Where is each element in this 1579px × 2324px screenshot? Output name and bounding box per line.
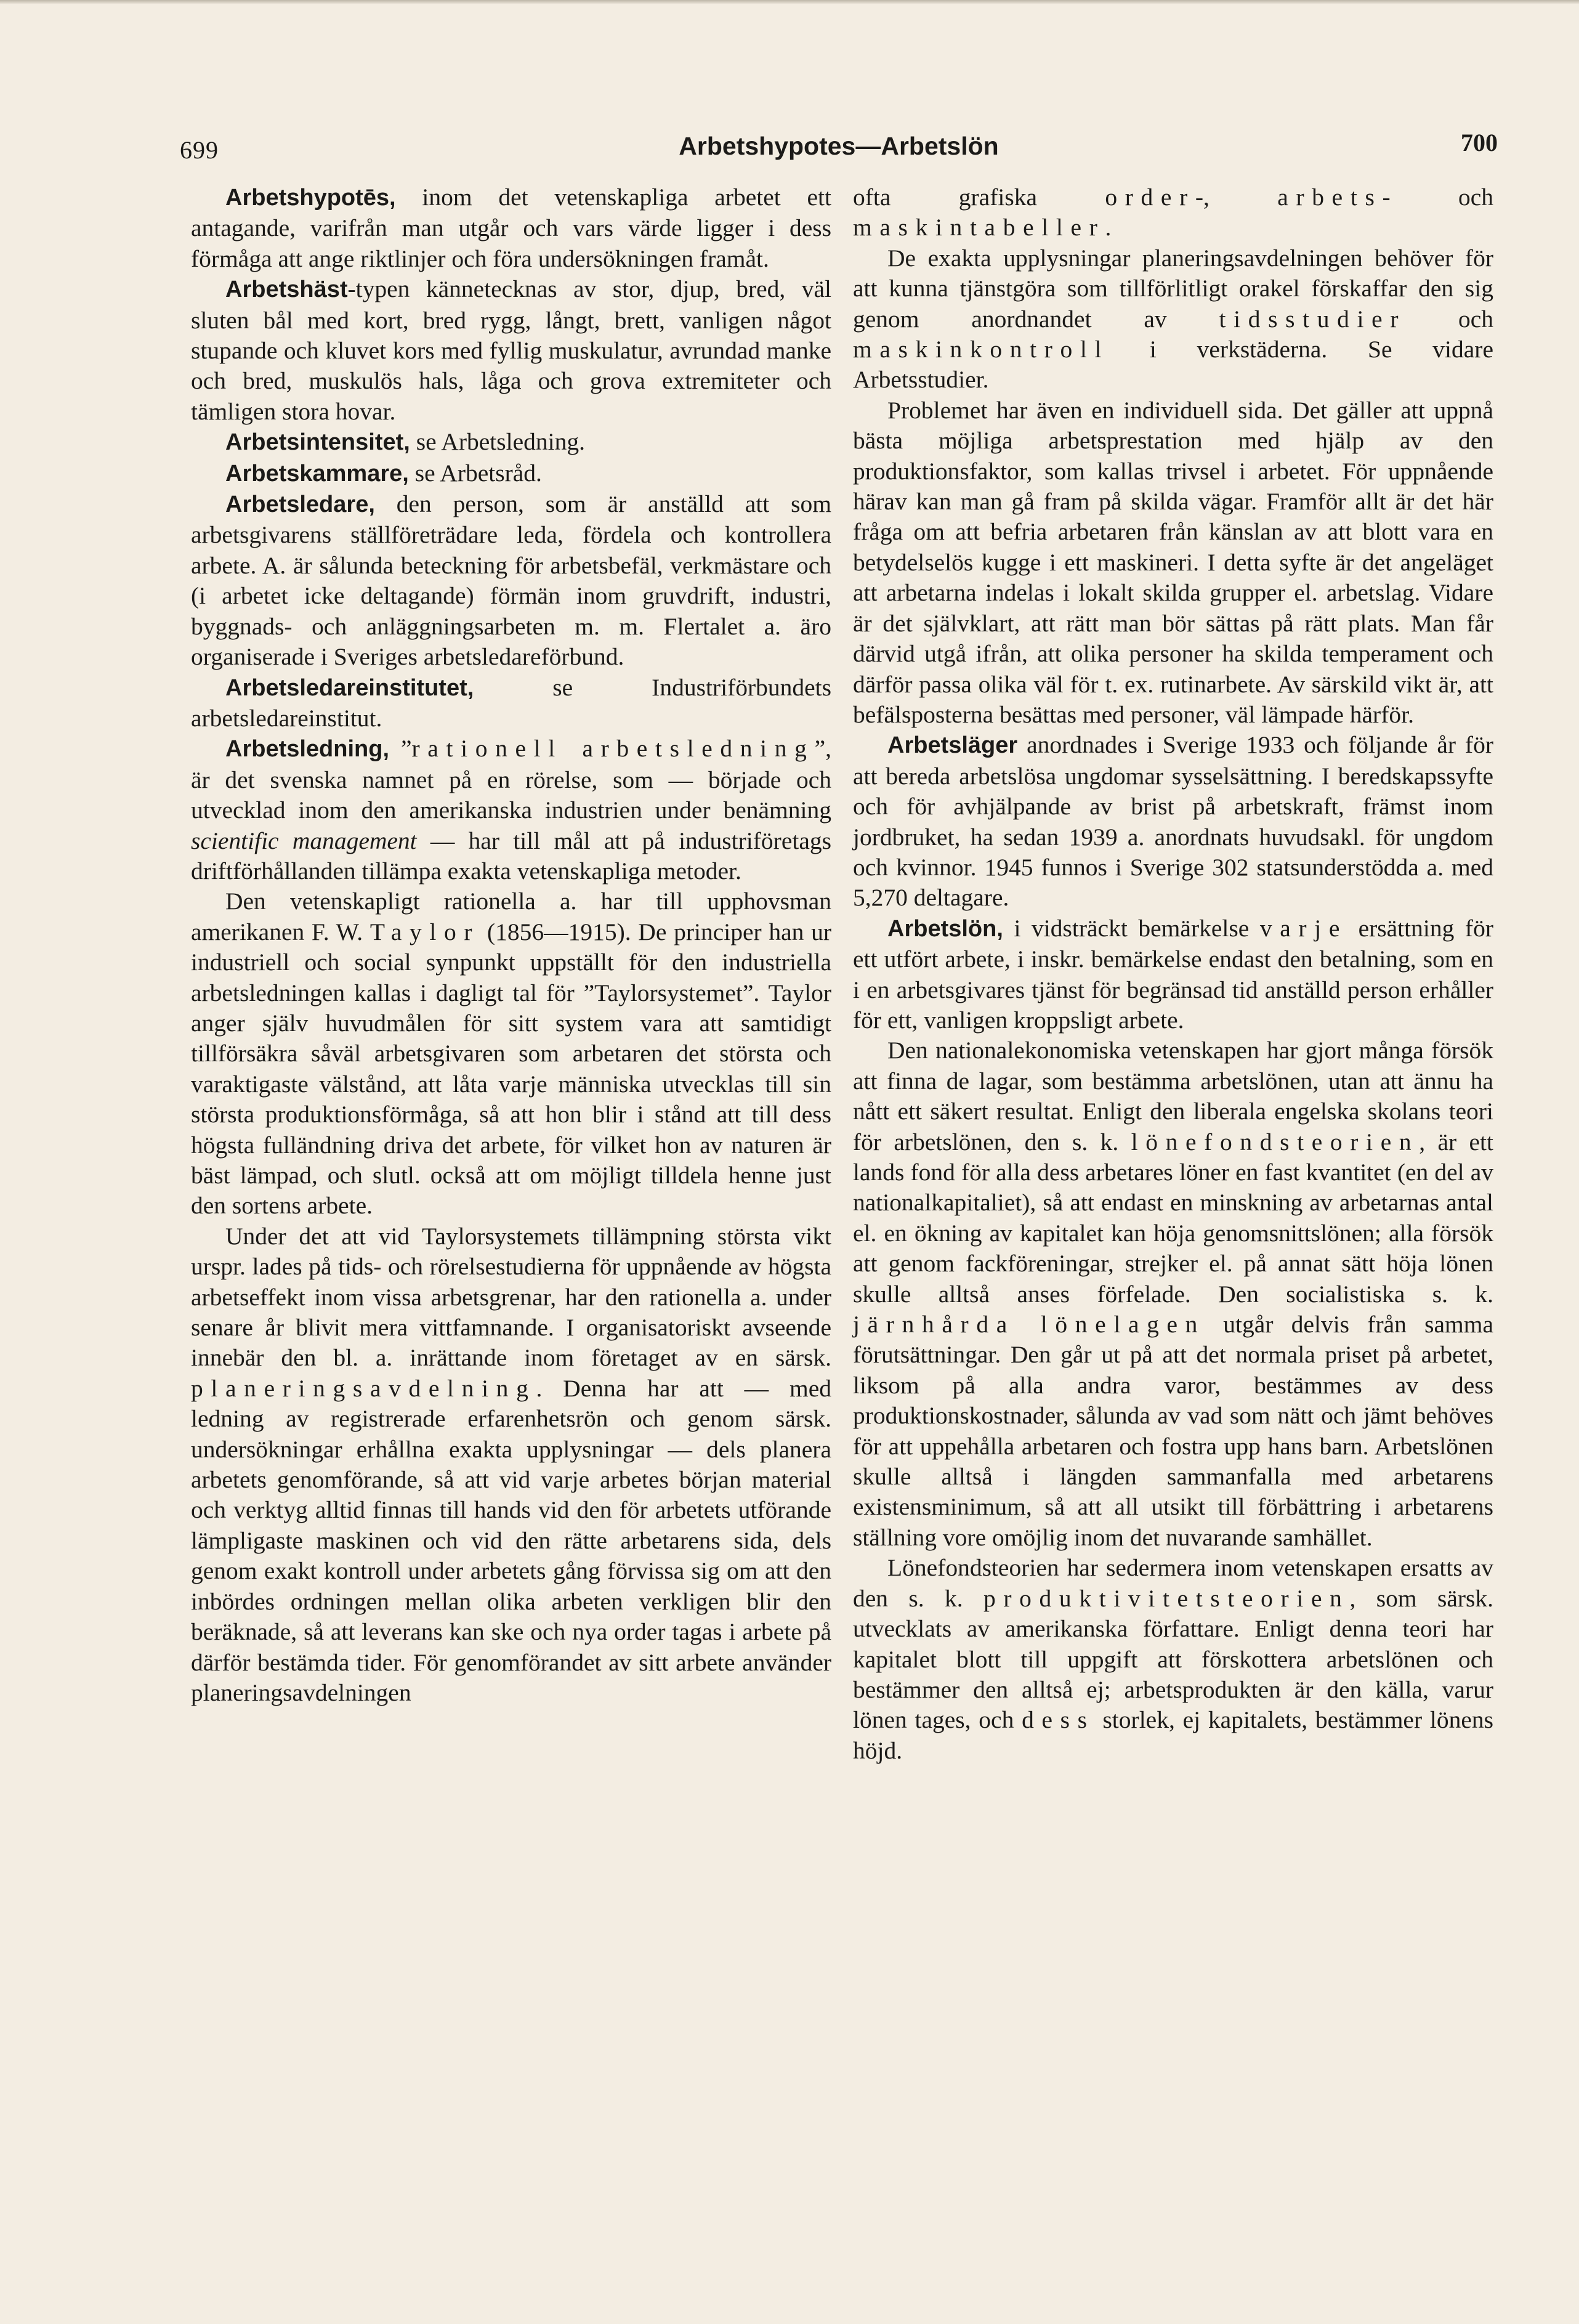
entry-arbetsintensitet bbox=[191, 427, 831, 458]
entry-text: -, bbox=[1195, 184, 1278, 211]
spaced-term: order bbox=[1105, 184, 1195, 211]
spaced-term: produktivitetsteorien bbox=[983, 1584, 1350, 1612]
entry-text: , är ett lands fond för alla dess arbetares löner en fast kvantitet (en del av nationalkapitaliet), så att endast en minskning av arbetarnas antal el. en ökning av kapitalet kan höja genomsnittslönen; alla försök att genom fackföreningar, strejker el. på annat sätt höja lönen skulle alltså anses förfelade. Den socialistiska s. k. bbox=[853, 1128, 1493, 1308]
spaced-term: rationell arbetsledning bbox=[411, 735, 815, 763]
entry-text: och bbox=[1406, 305, 1493, 333]
entry-text: storlek, ej kapitalets, bestämmer lönens höjd. bbox=[853, 1706, 1493, 1764]
spaced-term: dess bbox=[1022, 1706, 1095, 1734]
page-header bbox=[180, 128, 1498, 171]
right-column bbox=[853, 182, 1493, 1766]
entry-text: Problemet har även en individuell sida. Det gäller att uppnå bästa möjliga arbetsprestation med hjälp av den produktionsfaktor, som kallas trivsel i arbetet. För uppnående härav kan man gå fram på skilda vägar. Framför allt är det här fråga om att befria arbetaren från känslan av att blott vara en betydelselös kugge i ett maskineri. I detta syfte är det angeläget att arbetarna indelas i lokalt skilda grupper el. arbetslag. Vidare är det självklart, att rätt man bör sättas på rätt plats. Man får därvid utgå ifrån, att olika personer ha skilda temperament och därför passa olika väl för t. ex. rutinarbete. Av särskild vikt är, att befälsposterna besättas med personer, väl lämpade härför. bbox=[853, 396, 1493, 728]
headword: Arbetsläger bbox=[887, 732, 1018, 759]
paragraph-produktivitetsteori bbox=[853, 1553, 1493, 1766]
entry-text: Den nationalekonomiska vetenskapen har gjort många försök att finna de lagar, som bestämma arbetslönen, utan att ännu ha nått ett säkert resultat. Enligt den liberala engelska skolans teori för arbetslönen, den s. k. bbox=[853, 1037, 1493, 1156]
spaced-term: arbets bbox=[1277, 184, 1383, 211]
spaced-term: maskintabeller bbox=[853, 214, 1105, 241]
entry-text: i verkstäderna. Se vidare Arbetsstudier. bbox=[853, 336, 1493, 394]
entry-text: ofta grafiska bbox=[853, 184, 1105, 211]
entry-arbetsledning bbox=[191, 734, 831, 886]
entry-arbetskammare bbox=[191, 458, 831, 489]
spaced-term: tidsstudier bbox=[1219, 305, 1407, 333]
entry-text: anordnades i Sverige 1933 och följande år för att bereda arbetslösa ungdomar sysselsättning. I beredskapssyfte och för avhjälpande av brist på arbetskraft, främst inom jordbruket, ha sedan 1939 a. anordnats huvudsakl. för ungdom och kvinnor. 1945 funnos i Sverige 302 statsunderstödda a. med 5,270 deltagare. bbox=[853, 731, 1493, 912]
italic-term: scientific management bbox=[191, 827, 417, 854]
left-column bbox=[191, 182, 831, 1708]
entry-arbetshypotes bbox=[191, 182, 831, 274]
page-number-left: 699 bbox=[180, 136, 219, 164]
entry-text: den person, som är anställd att som arbetsgivarens ställföreträdare leda, fördela och kontrollera arbete. A. är sålunda beteckning för arbetsbefäl, verkmästare och (i arbetet icke deltagande) förmän inom gruvdrift, industri, byggnads- och anläggningsarbeten m. m. Flertalet a. äro organiserade i Sveriges arbetsledareförbund. bbox=[191, 490, 831, 671]
entry-arbetslon bbox=[853, 913, 1493, 1036]
headword: Arbetshäst bbox=[225, 277, 348, 303]
entry-text: . bbox=[1105, 214, 1112, 241]
entry-arbetshast bbox=[191, 274, 831, 427]
entry-text: ersättning för ett utfört arbete, i inskr. bemärkelse endast den betalning, som en i en arbetsgivares tjänst för begränsad tid anställd person erhåller för ett, vanligen kroppsligt arbete. bbox=[853, 914, 1493, 1034]
headword: Arbetskammare, bbox=[225, 460, 409, 487]
headword: Arbetsintensitet, bbox=[225, 429, 410, 456]
entry-text: ” bbox=[389, 735, 412, 763]
spaced-term: Taylor bbox=[370, 918, 480, 945]
entry-text: se Arbetsråd. bbox=[408, 459, 542, 487]
headword: Arbetsledareinstitutet, bbox=[225, 674, 474, 701]
entry-text: utgår delvis från samma förutsättningar. Den går ut på att det normala priset på arbetet, liksom på alla andra varor, bestämmes av dess produktionskostnader, sålunda av vad som nätt och jämt behöves för att uppehålla arbetaren och fostra upp hans barn. Arbetslönen skulle alltså i längden sammanfalla med arbetarens existensminimum, så att all utsikt till förbättring i arbetarens ställning vore omöjlig inom det nuvarande samhället. bbox=[853, 1311, 1493, 1551]
spaced-term: varje bbox=[1259, 914, 1347, 942]
page-number-right: 700 bbox=[1461, 129, 1498, 156]
entry-text: De exakta upplysningar planeringsavdelningen behöver för att kunna tjänstgöra som tillförlitligt orakel förskaffar den sig genom anordnandet av bbox=[853, 244, 1493, 333]
entry-text: ”, är det svenska namnet på en rörelse, som — började och utvecklad inom den amerikanska industrien under benämning bbox=[191, 735, 831, 824]
page-edge bbox=[0, 0, 1579, 4]
paragraph-individuell-sida bbox=[853, 395, 1493, 730]
spaced-term: planeringsavdelning bbox=[191, 1374, 536, 1402]
paragraph-taylorsystemet bbox=[191, 1221, 831, 1709]
entry-text: -typen kännetecknas av stor, djup, bred, väl sluten bål med kort, bred rygg, långt, brett, vanligen något stupande och kluvet kors med fyllig muskulatur, avrundad manke och bred, muskulös hals, låga och grova extremiteter och tämligen stora hovar. bbox=[191, 275, 831, 425]
headword: Arbetsledare, bbox=[225, 492, 375, 518]
paragraph-nationalekonomi bbox=[853, 1035, 1493, 1553]
entry-text: Under det att vid Taylorsystemets tillämpning största vikt urspr. lades på tids- och rörelsestudierna för uppnående av högsta arbetseffekt inom vissa arbetsgrenar, har den rationella a. under senare år blivit mera vittfamnande. I organisatoriskt avseende innebär den bl. a. inrättande inom företaget av en särsk. bbox=[191, 1222, 831, 1372]
paragraph-continuation bbox=[853, 182, 1493, 243]
entry-text: — har till mål att på industriföretags driftförhållanden tillämpa exakta vetenskapliga metoder. bbox=[191, 827, 831, 885]
spaced-term: lönefondsteorien bbox=[1131, 1128, 1419, 1156]
entry-text: , som särsk. utvecklats av amerikanska författare. Enligt denna teori har kapitalet blott till uppgift att förskottera arbetslönen och bestämmer den alltså ej; arbetsprodukten är den källa, varur lönen tages, och bbox=[853, 1584, 1493, 1734]
entry-text: (1856—1915). De principer han ur industriell och social synpunkt uppställt för den industriella arbetsledningen kallas i dagligt tal för ”Taylorsystemet”. Taylor anger själv huvudmålen för sitt system vara att samtidigt tillförsäkra såväl arbetsgivaren som arbetaren det största och varaktigaste välstånd, att låta varje människa utvecklas till sin största produktionsförmåga, så att hon blir i stånd att till dess högsta fulländning driva det arbete, för vilket hon av naturen är bäst lämpad, och slutl. också att om möjligt tilldela henne just den sortens arbete. bbox=[191, 918, 831, 1220]
paragraph-taylor bbox=[191, 886, 831, 1221]
paragraph-upplysningar bbox=[853, 243, 1493, 395]
entry-arbetslager bbox=[853, 730, 1493, 913]
entry-text: - och bbox=[1382, 184, 1493, 211]
entry-text: . Denna har att — med ledning av registrerade erfarenhetsrön och genom särsk. undersökningar erhållna exakta upplysningar — dels planera arbetets genomförande, så att vid varje arbetes början material och verktyg alltid finnas till hands vid den för arbetets utförande lämpligaste maskinen och vid den rätte arbetarens sida, dels genom exakt kontroll under arbetets gång förvissa sig om att den inbördes ordningen mellan olika arbeten verkligen blir den beräknade, så att leverans kan ske och nya order tagas i arbete på därför bestämda tider. För genomförandet av sitt arbete använder planeringsavdelningen bbox=[191, 1374, 831, 1706]
spaced-term: maskinkontroll bbox=[853, 336, 1110, 363]
headword: Arbetslön, bbox=[887, 915, 1003, 942]
entry-text: i vidsträckt bemärkelse bbox=[1003, 914, 1260, 942]
entry-arbetsledareinstitutet bbox=[191, 673, 831, 734]
running-title: Arbetshypotes—Arbetslön bbox=[679, 132, 999, 160]
entry-text: inom det vetenskapliga arbetet ett antagande, varifrån man utgår och vars värde ligger i dess förmåga att ange riktlinjer och föra undersökningen framåt. bbox=[191, 184, 831, 272]
spaced-term: järnhårda lönelagen bbox=[853, 1311, 1206, 1338]
entry-text: se Industriförbundets arbetsledareinstitut. bbox=[191, 673, 831, 732]
headword: Arbetsledning, bbox=[225, 736, 390, 763]
entry-arbetsledare bbox=[191, 489, 831, 672]
headword: Arbetshypotēs, bbox=[225, 185, 396, 211]
entry-text: Den vetenskapligt rationella a. har till upphovsman amerikanen F. W. bbox=[191, 888, 831, 945]
entry-text: se Arbetsledning. bbox=[410, 428, 585, 456]
entry-text: Lönefondsteorien har sedermera inom vetenskapen ersatts av den s. k. bbox=[853, 1554, 1493, 1612]
